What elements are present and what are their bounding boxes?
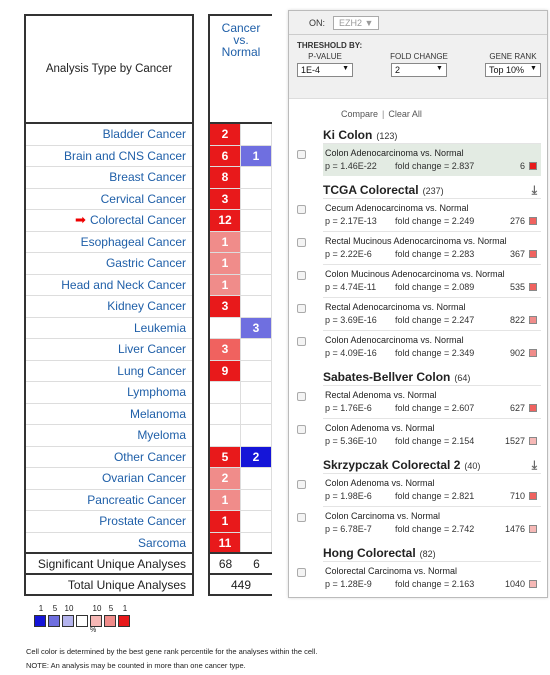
underexpression-cell bbox=[241, 124, 272, 145]
gene-rank: 710 bbox=[509, 491, 525, 501]
analysis-stats bbox=[325, 579, 537, 589]
legend-swatch bbox=[34, 615, 46, 627]
underexpression-cell bbox=[241, 361, 272, 382]
analysis-name: Colorectal Carcinoma vs. Normal bbox=[325, 566, 458, 576]
rank-color-swatch bbox=[529, 217, 537, 225]
compare-checkbox[interactable] bbox=[297, 513, 306, 522]
on-label: ON: bbox=[309, 17, 326, 28]
analysis-name: Rectal Mucinous Adenocarcinoma vs. Normal bbox=[325, 236, 507, 246]
analysis-item[interactable] bbox=[323, 385, 541, 418]
dataset-name[interactable]: TCGA Colorectal bbox=[323, 183, 419, 197]
compare-checkbox[interactable] bbox=[297, 392, 306, 401]
pvalue-label: P-VALUE bbox=[308, 52, 342, 61]
gene-rank: 1040 bbox=[504, 579, 525, 589]
legend-numbers bbox=[34, 604, 174, 614]
gene-rank-filter bbox=[485, 52, 541, 77]
underexpression-cell[interactable]: 2 bbox=[241, 447, 272, 468]
fold-change: fold change = 2.249 bbox=[395, 216, 475, 226]
totals-values bbox=[210, 552, 272, 594]
legend-number: 10 bbox=[92, 604, 102, 613]
cancer-row[interactable] bbox=[26, 275, 192, 297]
overexpression-cell bbox=[210, 404, 241, 425]
rank-color-swatch bbox=[529, 437, 537, 445]
chevron-down-icon: ▼ bbox=[530, 65, 537, 72]
chevron-down-icon: ▼ bbox=[436, 65, 443, 72]
dataset-title-group bbox=[323, 370, 470, 384]
cancer-name: Other Cancer bbox=[113, 449, 186, 464]
underexpression-cell bbox=[241, 533, 272, 554]
count-row bbox=[210, 425, 272, 447]
download-icon[interactable]: ⤓ bbox=[531, 182, 537, 197]
count-row bbox=[210, 167, 272, 189]
cancer-row[interactable] bbox=[26, 339, 192, 361]
compare-checkbox[interactable] bbox=[297, 425, 306, 434]
overexpression-cell bbox=[210, 318, 241, 339]
underexpression-cell bbox=[241, 296, 272, 317]
dataset-title bbox=[323, 176, 541, 198]
analysis-stats bbox=[325, 348, 537, 358]
cancer-row[interactable] bbox=[26, 253, 192, 275]
legend-swatches bbox=[34, 615, 174, 627]
p-value: p = 5.36E-10 bbox=[325, 436, 377, 446]
pvalue-select[interactable] bbox=[297, 63, 353, 77]
analysis-detail-panel bbox=[288, 10, 548, 598]
analysis-stats bbox=[325, 282, 537, 292]
analysis-item[interactable] bbox=[323, 418, 541, 451]
underexpression-cell bbox=[241, 167, 272, 188]
dataset-title-group bbox=[323, 183, 444, 197]
cancer-row[interactable] bbox=[26, 296, 192, 318]
count-row bbox=[210, 511, 272, 533]
dataset-title-group bbox=[323, 128, 397, 142]
p-value: p = 1.76E-6 bbox=[325, 403, 372, 413]
cancer-row[interactable] bbox=[26, 232, 192, 254]
header-line-3: Normal bbox=[221, 45, 261, 59]
overexpression-cell bbox=[210, 382, 241, 403]
cancer-name: Brain and CNS Cancer bbox=[63, 148, 186, 163]
cancer-name: Myeloma bbox=[137, 428, 186, 443]
legend-number bbox=[76, 604, 90, 614]
gene-rank: 627 bbox=[509, 403, 525, 413]
rank-color-swatch bbox=[529, 250, 537, 258]
fold-change: fold change = 2.607 bbox=[395, 403, 475, 413]
gene-rank: 1476 bbox=[504, 524, 525, 534]
dataset-list bbox=[323, 121, 541, 594]
fold-change-select[interactable] bbox=[391, 63, 447, 77]
cancer-row[interactable] bbox=[26, 382, 192, 404]
totals-labels bbox=[26, 552, 192, 594]
overexpression-cell[interactable]: 8 bbox=[210, 167, 241, 188]
overexpression-cell[interactable]: 12 bbox=[210, 210, 241, 231]
count-row bbox=[210, 275, 272, 297]
count-row bbox=[210, 318, 272, 340]
counting-note: NOTE: An analysis may be counted in more than one cancer type. bbox=[26, 661, 246, 670]
gene-rank-value: Top 10% bbox=[488, 65, 525, 75]
cancer-name: Lung Cancer bbox=[117, 363, 186, 378]
fold-change-value: 2 bbox=[394, 65, 400, 75]
cancer-name: Liver Cancer bbox=[117, 342, 186, 357]
significant-row bbox=[210, 552, 272, 573]
fold-change: fold change = 2.349 bbox=[395, 348, 475, 358]
analysis-name: Colon Adenocarcinoma vs. Normal bbox=[325, 148, 464, 158]
count-row bbox=[210, 124, 272, 146]
analysis-item[interactable] bbox=[323, 506, 541, 539]
cancer-name: Gastric Cancer bbox=[105, 256, 186, 271]
cancer-name: Breast Cancer bbox=[109, 170, 186, 185]
color-legend bbox=[34, 604, 174, 634]
analysis-item[interactable] bbox=[323, 198, 541, 231]
cancer-row[interactable] bbox=[26, 189, 192, 211]
cancer-name: Bladder Cancer bbox=[102, 127, 186, 142]
compare-checkbox[interactable] bbox=[297, 568, 306, 577]
dataset-list-container bbox=[289, 99, 547, 594]
p-value: p = 1.28E-9 bbox=[325, 579, 372, 589]
analysis-stats bbox=[325, 216, 537, 226]
underexpression-cell bbox=[241, 275, 272, 296]
dataset-title-group bbox=[323, 458, 480, 472]
fold-change: fold change = 2.283 bbox=[395, 249, 475, 259]
count-row bbox=[210, 253, 272, 275]
count-row bbox=[210, 210, 272, 232]
significant-up-count: 68 bbox=[218, 556, 233, 571]
cancer-row[interactable] bbox=[26, 447, 192, 469]
count-row bbox=[210, 146, 272, 168]
legend-swatch bbox=[76, 615, 88, 627]
overexpression-cell[interactable]: 2 bbox=[210, 124, 241, 145]
dataset-name[interactable]: Hong Colorectal bbox=[323, 546, 416, 560]
fold-change: fold change = 2.247 bbox=[395, 315, 475, 325]
dataset-count: (123) bbox=[376, 131, 398, 141]
overexpression-cell[interactable]: 1 bbox=[210, 232, 241, 253]
count-row bbox=[210, 339, 272, 361]
dataset-title-group bbox=[323, 546, 436, 560]
analysis-stats bbox=[325, 161, 537, 171]
threshold-panel bbox=[289, 35, 547, 99]
analysis-item[interactable] bbox=[323, 473, 541, 506]
cancer-row[interactable] bbox=[26, 361, 192, 383]
cancer-row[interactable] bbox=[26, 425, 192, 447]
analysis-stats bbox=[325, 249, 537, 259]
count-row bbox=[210, 382, 272, 404]
legend-swatch bbox=[90, 615, 102, 627]
significant-down-count: 6 bbox=[253, 556, 260, 571]
gene-rank: 6 bbox=[519, 161, 525, 171]
rank-color-swatch bbox=[529, 162, 537, 170]
gene-bar bbox=[289, 11, 547, 35]
cancer-row[interactable] bbox=[26, 210, 192, 232]
compare-checkbox[interactable] bbox=[297, 304, 306, 313]
legend-swatch bbox=[118, 615, 130, 627]
fold-change-filter bbox=[390, 52, 448, 77]
threshold-label: THRESHOLD BY: bbox=[297, 41, 363, 50]
overexpression-cell[interactable]: 6 bbox=[210, 146, 241, 167]
compare-checkbox[interactable] bbox=[297, 480, 306, 489]
pvalue-filter bbox=[297, 52, 353, 77]
analysis-name: Colon Adenoma vs. Normal bbox=[325, 478, 435, 488]
cancer-vs-normal-table bbox=[208, 14, 272, 596]
cancer-name: Pancreatic Cancer bbox=[87, 492, 186, 507]
cancer-row[interactable] bbox=[26, 490, 192, 512]
analysis-name: Rectal Adenocarcinoma vs. Normal bbox=[325, 302, 466, 312]
dataset-count: (40) bbox=[464, 461, 481, 471]
underexpression-cell bbox=[241, 189, 272, 210]
cancer-name: Lymphoma bbox=[127, 385, 186, 400]
overexpression-cell[interactable]: 1 bbox=[210, 511, 241, 532]
overexpression-cell bbox=[210, 425, 241, 446]
gene-rank: 276 bbox=[509, 216, 525, 226]
cancer-name: Ovarian Cancer bbox=[101, 471, 186, 486]
cancer-list bbox=[26, 124, 192, 554]
cancer-row[interactable] bbox=[26, 124, 192, 146]
legend-number: 10 bbox=[64, 604, 74, 613]
p-value: p = 4.74E-11 bbox=[325, 282, 377, 292]
cancer-row[interactable] bbox=[26, 468, 192, 490]
analysis-item[interactable] bbox=[323, 264, 541, 297]
legend-number: 5 bbox=[108, 604, 114, 613]
count-row bbox=[210, 296, 272, 318]
analysis-stats bbox=[325, 524, 537, 534]
analysis-stats bbox=[325, 436, 537, 446]
fold-change-label: FOLD CHANGE bbox=[390, 52, 448, 61]
fold-change: fold change = 2.742 bbox=[395, 524, 475, 534]
gene-select[interactable] bbox=[333, 16, 379, 30]
cell-color-note: Cell color is determined by the best gene rank percentile for the analyses within the cell. bbox=[26, 647, 318, 656]
analysis-name: Colon Carcinoma vs. Normal bbox=[325, 511, 441, 521]
pvalue-value: 1E-4 bbox=[301, 65, 321, 75]
compare-bar: Compare | Clear All bbox=[341, 109, 422, 119]
cancer-name: Cervical Cancer bbox=[100, 191, 186, 206]
analysis-stats bbox=[325, 403, 537, 413]
overexpression-cell[interactable]: 5 bbox=[210, 447, 241, 468]
p-value: p = 2.17E-13 bbox=[325, 216, 377, 226]
header-line-2: vs. bbox=[233, 33, 249, 47]
analysis-item[interactable] bbox=[323, 143, 541, 176]
rank-color-swatch bbox=[529, 404, 537, 412]
analysis-item[interactable] bbox=[323, 231, 541, 264]
compare-checkbox[interactable] bbox=[297, 271, 306, 280]
legend-swatch bbox=[48, 615, 60, 627]
legend-number: 1 bbox=[38, 604, 44, 613]
overexpression-cell[interactable]: 1 bbox=[210, 253, 241, 274]
dataset-title bbox=[323, 451, 541, 473]
underexpression-cell bbox=[241, 253, 272, 274]
chevron-down-icon: ▼ bbox=[364, 17, 374, 28]
p-value: p = 4.09E-16 bbox=[325, 348, 377, 358]
download-icon[interactable]: ⤓ bbox=[531, 457, 537, 472]
dataset-title bbox=[323, 363, 541, 385]
gene-rank: 822 bbox=[509, 315, 525, 325]
count-row bbox=[210, 404, 272, 426]
analysis-item[interactable] bbox=[323, 330, 541, 363]
p-value: p = 3.69E-16 bbox=[325, 315, 377, 325]
count-row bbox=[210, 232, 272, 254]
p-value: p = 1.46E-22 bbox=[325, 161, 377, 171]
legend-percent: % bbox=[90, 627, 97, 634]
compare-checkbox[interactable] bbox=[297, 150, 306, 159]
gene-value: EZH2 bbox=[339, 17, 363, 28]
dataset-title bbox=[323, 539, 541, 561]
compare-checkbox[interactable] bbox=[297, 205, 306, 214]
total-label: Total Unique Analyses bbox=[26, 573, 192, 594]
overexpression-cell[interactable]: 1 bbox=[210, 275, 241, 296]
gene-rank: 1527 bbox=[504, 436, 525, 446]
dataset-count: (82) bbox=[419, 549, 436, 559]
legend-number: 1 bbox=[122, 604, 128, 613]
analysis-name: Colon Adenocarcinoma vs. Normal bbox=[325, 335, 464, 345]
rank-color-swatch bbox=[529, 525, 537, 533]
legend-swatch bbox=[62, 615, 74, 627]
count-row bbox=[210, 468, 272, 490]
count-row bbox=[210, 189, 272, 211]
cancer-row[interactable] bbox=[26, 318, 192, 340]
gene-rank-select[interactable] bbox=[485, 63, 541, 77]
underexpression-cell bbox=[241, 339, 272, 360]
analysis-item[interactable] bbox=[323, 561, 541, 594]
dataset-name[interactable]: Ki Colon bbox=[323, 128, 373, 142]
compare-checkbox[interactable] bbox=[297, 337, 306, 346]
compare-link[interactable]: Compare bbox=[341, 109, 379, 119]
analysis-name: Colon Adenoma vs. Normal bbox=[325, 423, 435, 433]
rank-color-swatch bbox=[529, 316, 537, 324]
analysis-name: Cecum Adenocarcinoma vs. Normal bbox=[325, 203, 469, 213]
cancer-name: Sarcoma bbox=[137, 535, 186, 550]
underexpression-cell bbox=[241, 511, 272, 532]
chevron-down-icon: ▼ bbox=[342, 65, 349, 72]
cancer-row[interactable] bbox=[26, 533, 192, 555]
legend-number: 5 bbox=[52, 604, 58, 613]
p-value: p = 6.78E-7 bbox=[325, 524, 372, 534]
cancer-name: Prostate Cancer bbox=[99, 514, 186, 529]
cancer-row[interactable] bbox=[26, 404, 192, 426]
analysis-name: Colon Mucinous Adenocarcinoma vs. Normal bbox=[325, 269, 505, 279]
dataset-count: (237) bbox=[422, 186, 444, 196]
gene-rank: 902 bbox=[509, 348, 525, 358]
count-row bbox=[210, 490, 272, 512]
fold-change: fold change = 2.154 bbox=[395, 436, 475, 446]
underexpression-cell[interactable]: 1 bbox=[241, 146, 272, 167]
cancer-name: Esophageal Cancer bbox=[80, 234, 186, 249]
fold-change: fold change = 2.821 bbox=[395, 491, 475, 501]
underexpression-cell[interactable]: 3 bbox=[241, 318, 272, 339]
fold-change: fold change = 2.089 bbox=[395, 282, 475, 292]
underexpression-cell bbox=[241, 404, 272, 425]
underexpression-cell bbox=[241, 382, 272, 403]
rank-color-swatch bbox=[529, 283, 537, 291]
dataset-count: (64) bbox=[454, 373, 471, 383]
underexpression-cell bbox=[241, 210, 272, 231]
fold-change: fold change = 2.837 bbox=[395, 161, 475, 171]
rank-color-swatch bbox=[529, 492, 537, 500]
analysis-stats bbox=[325, 491, 537, 501]
overexpression-cell[interactable]: 3 bbox=[210, 296, 241, 317]
underexpression-cell bbox=[241, 425, 272, 446]
dataset-name[interactable]: Sabates-Bellver Colon bbox=[323, 370, 451, 384]
analysis-name: Rectal Adenoma vs. Normal bbox=[325, 390, 437, 400]
dataset-name[interactable]: Skrzypczak Colorectal 2 bbox=[323, 458, 461, 472]
cancer-name: Colorectal Cancer bbox=[89, 213, 186, 228]
total-count: 449 bbox=[230, 577, 252, 592]
cancer-name: Head and Neck Cancer bbox=[61, 277, 186, 292]
analysis-stats bbox=[325, 315, 537, 325]
gene-rank: 535 bbox=[509, 282, 525, 292]
dataset-title bbox=[323, 121, 541, 143]
rank-color-swatch bbox=[529, 580, 537, 588]
underexpression-cell bbox=[241, 468, 272, 489]
cancer-row[interactable] bbox=[26, 167, 192, 189]
count-row bbox=[210, 361, 272, 383]
overexpression-cell[interactable]: 11 bbox=[210, 533, 241, 554]
cancer-name: Leukemia bbox=[133, 320, 186, 335]
count-list bbox=[210, 124, 272, 554]
gene-rank-label: GENE RANK bbox=[489, 52, 537, 61]
rank-color-swatch bbox=[529, 349, 537, 357]
arrow-right-icon: ➡ bbox=[75, 212, 86, 228]
significant-label: Significant Unique Analyses bbox=[26, 552, 192, 573]
count-row bbox=[210, 447, 272, 469]
overexpression-cell[interactable]: 1 bbox=[210, 490, 241, 511]
cancer-type-table bbox=[24, 14, 194, 596]
cancer-name: Melanoma bbox=[129, 406, 186, 421]
cancer-name: Kidney Cancer bbox=[107, 299, 186, 314]
gene-rank: 367 bbox=[509, 249, 525, 259]
fold-change: fold change = 2.163 bbox=[395, 579, 475, 589]
total-row bbox=[210, 573, 272, 594]
overexpression-cell[interactable]: 3 bbox=[210, 339, 241, 360]
cancer-row[interactable] bbox=[26, 146, 192, 168]
underexpression-cell bbox=[241, 490, 272, 511]
clear-all-link[interactable]: Clear All bbox=[388, 109, 422, 119]
p-value: p = 2.22E-6 bbox=[325, 249, 372, 259]
underexpression-cell bbox=[241, 232, 272, 253]
analysis-item[interactable] bbox=[323, 297, 541, 330]
cancer-vs-normal-header[interactable] bbox=[210, 16, 272, 124]
overexpression-cell[interactable]: 3 bbox=[210, 189, 241, 210]
overexpression-cell[interactable]: 9 bbox=[210, 361, 241, 382]
legend-swatch bbox=[104, 615, 116, 627]
header-line-1: Cancer bbox=[221, 21, 261, 35]
analysis-type-header: Analysis Type by Cancer bbox=[26, 16, 192, 124]
cancer-row[interactable] bbox=[26, 511, 192, 533]
compare-checkbox[interactable] bbox=[297, 238, 306, 247]
overexpression-cell[interactable]: 2 bbox=[210, 468, 241, 489]
count-row bbox=[210, 533, 272, 555]
p-value: p = 1.98E-6 bbox=[325, 491, 372, 501]
